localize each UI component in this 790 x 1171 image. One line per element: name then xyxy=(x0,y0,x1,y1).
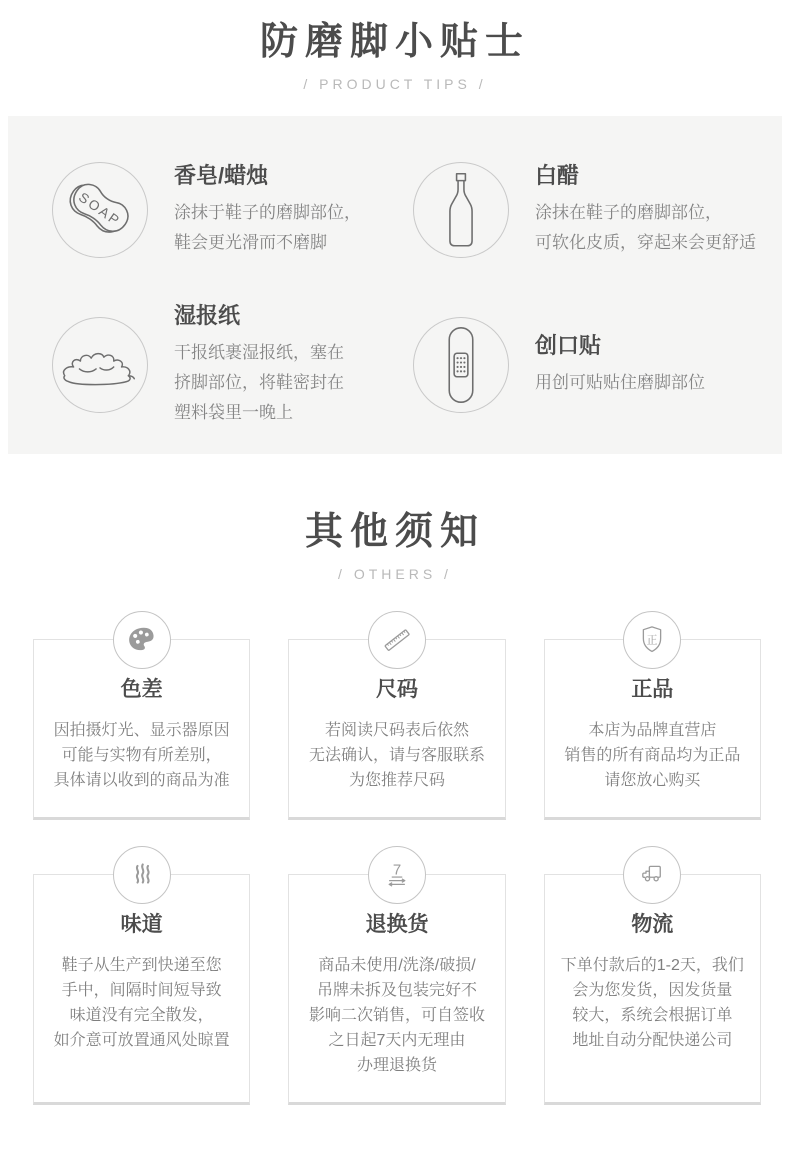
tip-description-line: 用创可贴贴住磨脚部位 xyxy=(535,373,705,392)
card-description-line: 会为您发货，因发货量 xyxy=(572,982,733,999)
tip-description-line: 鞋会更光滑而不磨脚 xyxy=(174,233,327,252)
band-aid-icon xyxy=(413,317,509,413)
card-description-line: 办理退换货 xyxy=(356,1057,437,1074)
card-title: 物流 xyxy=(631,913,674,936)
tips-title: 防磨脚小贴士 xyxy=(259,21,530,63)
card-description-line: 商品未使用/洗涤/破损/ xyxy=(318,957,476,974)
card-size xyxy=(288,639,505,820)
tip-title: 香皂/蜡烛 xyxy=(174,163,269,188)
card-logistics xyxy=(544,874,761,1105)
card-title: 尺码 xyxy=(375,678,418,701)
tip-band-aid xyxy=(413,302,764,428)
card-title: 味道 xyxy=(120,913,163,936)
tip-text xyxy=(535,162,756,258)
tip-title: 白醋 xyxy=(535,163,580,188)
notice-cards-grid xyxy=(0,634,790,1105)
tips-panel xyxy=(8,116,782,454)
tip-description-line: 挤脚部位，将鞋密封在 xyxy=(174,373,344,392)
card-description-line: 本店为品牌直营店 xyxy=(588,722,717,739)
cards-row-1 xyxy=(33,634,761,820)
others-section-header xyxy=(0,506,790,582)
shield-icon-text: 正 xyxy=(646,634,658,647)
tip-description-line: 干报纸裹湿报纸，塞在 xyxy=(174,343,344,362)
tip-text xyxy=(174,162,361,258)
card-description-line: 手中，间隔时间短导致 xyxy=(61,982,222,999)
card-description-line: 如介意可放置通风处晾置 xyxy=(53,1032,230,1049)
card-description-line: 较大，系统会根据订单 xyxy=(572,1007,733,1024)
vinegar-bottle-icon xyxy=(413,162,509,258)
soap-icon xyxy=(52,162,148,258)
card-returns xyxy=(288,861,505,1105)
card-description-line: 若阅读尺码表后依然 xyxy=(324,722,469,739)
soap-icon-text: SOAP xyxy=(75,189,124,230)
card-title: 退换货 xyxy=(365,913,429,936)
seven-icon-text: 7 xyxy=(392,861,402,879)
tip-description-line: 塑料袋里一晚上 xyxy=(174,403,293,422)
tip-description-line: 可软化皮质，穿起来会更舒适 xyxy=(535,233,756,252)
tips-subtitle: / PRODUCT TIPS / xyxy=(303,76,487,92)
card-description-line: 销售的所有商品均为正品 xyxy=(564,747,741,764)
card-description-line: 地址自动分配快递公司 xyxy=(572,1032,733,1049)
tip-title: 湿报纸 xyxy=(174,303,241,328)
card-description-line: 为您推荐尺码 xyxy=(348,772,445,789)
tip-description-line: 涂抹于鞋子的磨脚部位， xyxy=(174,203,361,222)
delivery-truck-icon xyxy=(623,846,681,904)
tip-text xyxy=(535,332,705,398)
card-smell xyxy=(33,874,250,1105)
card-description-line: 因拍摄灯光、显示器原因 xyxy=(53,722,230,739)
card-description-line: 吊牌未拆及包装完好不 xyxy=(316,982,477,999)
card-description-line: 无法确认，请与客服联系 xyxy=(308,747,485,764)
authentic-shield-icon xyxy=(623,611,681,669)
card-description-line: 具体请以收到的商品为准 xyxy=(53,772,230,789)
tip-title: 创口贴 xyxy=(535,333,602,358)
ruler-icon xyxy=(368,611,426,669)
card-description-line: 影响二次销售，可自签收 xyxy=(308,1007,485,1024)
others-subtitle: / OTHERS / xyxy=(338,566,452,582)
card-description-line: 鞋子从生产到快递至您 xyxy=(61,957,222,974)
tip-wet-newspaper xyxy=(52,302,403,428)
cards-row-2 xyxy=(33,861,761,1105)
tip-soap-candle xyxy=(52,162,403,258)
tip-white-vinegar xyxy=(413,162,764,258)
smell-steam-icon xyxy=(113,846,171,904)
card-title: 正品 xyxy=(631,678,674,701)
tips-section-header xyxy=(0,0,790,92)
card-color-difference xyxy=(33,639,250,820)
tip-description-line: 涂抹在鞋子的磨脚部位， xyxy=(535,203,722,222)
card-description-line: 可能与实物有所差别， xyxy=(61,747,222,764)
card-description-line: 下单付款后的1-2天，我们 xyxy=(560,957,744,974)
card-authentic xyxy=(544,634,761,820)
card-description-line: 之日起7天内无理由 xyxy=(328,1032,466,1049)
card-description-line: 请您放心购买 xyxy=(604,772,701,789)
card-description-line: 味道没有完全散发， xyxy=(69,1007,214,1024)
seven-day-exchange-icon xyxy=(368,846,426,904)
others-title: 其他须知 xyxy=(304,511,485,553)
palette-icon xyxy=(113,611,171,669)
tip-text xyxy=(174,302,344,428)
wet-newspaper-icon xyxy=(52,317,148,413)
card-title: 色差 xyxy=(120,678,163,701)
